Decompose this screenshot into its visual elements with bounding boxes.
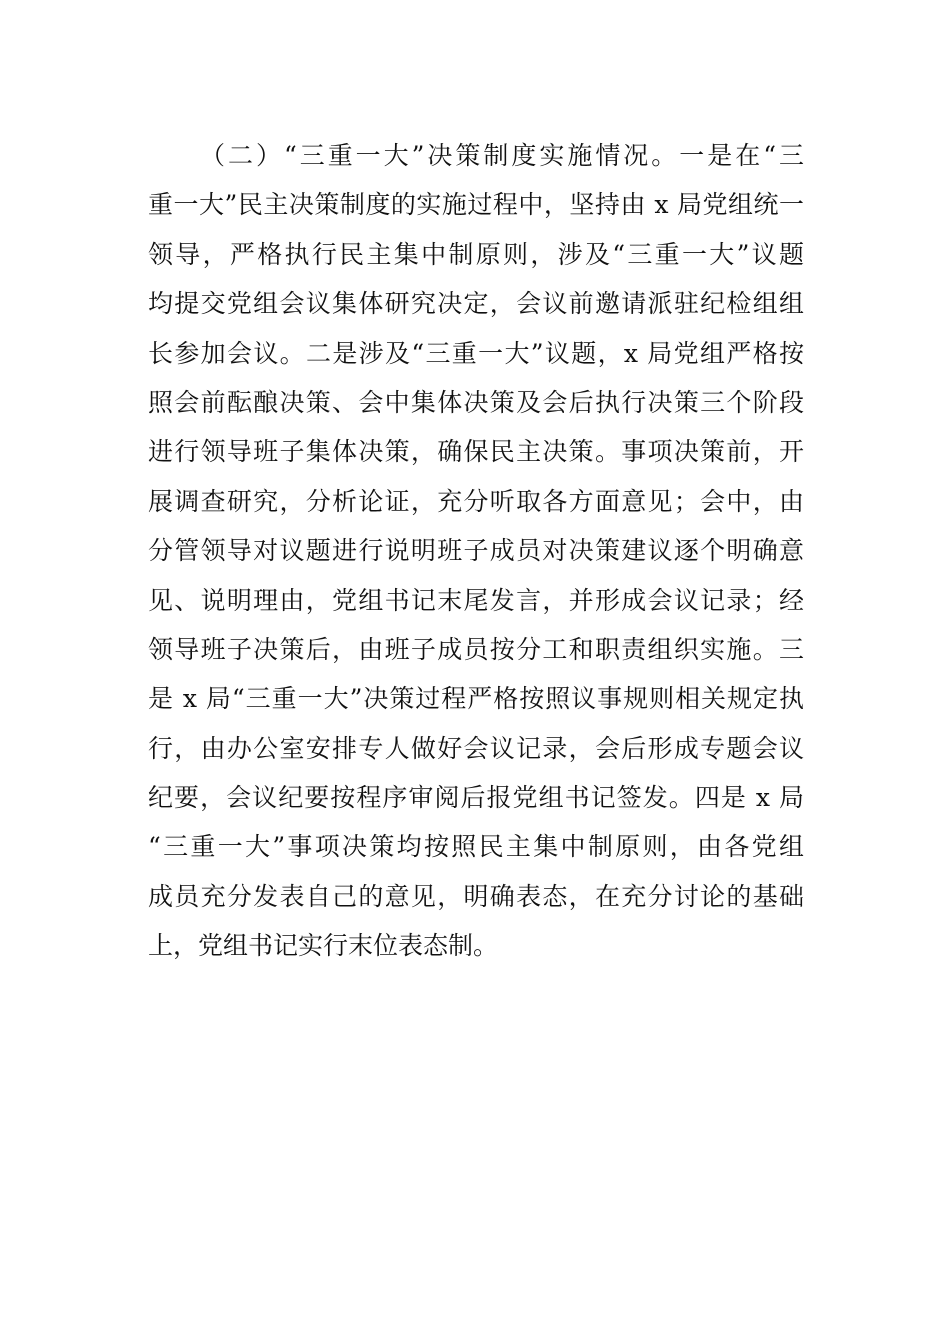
paragraph-line: 领导班子决策后，由班子成员按分工和职责组织实施。三 <box>148 634 804 664</box>
paragraph-line: 长参加会议。二是涉及“三重一大”议题，x 局党组严格按 <box>148 338 804 368</box>
body-paragraph <box>148 131 804 971</box>
paragraph-line: 纪要，会议纪要按程序审阅后报党组书记签发。四是 x 局 <box>148 783 804 813</box>
paragraph-line: 分管领导对议题进行说明班子成员对决策建议逐个明确意 <box>148 536 804 566</box>
paragraph-line: （二）“三重一大”决策制度实施情况。一是在“三 <box>200 141 804 170</box>
paragraph-line: 展调查研究，分析论证，充分听取各方面意见；会中，由 <box>148 486 804 516</box>
paragraph-line: 行，由办公室安排专人做好会议记录，会后形成专题会议 <box>148 733 804 763</box>
paragraph-line: 成员充分发表自己的意见，明确表态，在充分讨论的基础 <box>148 881 804 911</box>
paragraph-line: 上，党组书记实行末位表态制。 <box>148 931 499 961</box>
paragraph-line: 进行领导班子集体决策，确保民主决策。事项决策前，开 <box>148 437 804 467</box>
paragraph-line: 领导，严格执行民主集中制原则，涉及“三重一大”议题 <box>148 239 804 269</box>
paragraph-line: 照会前酝酿决策、会中集体决策及会后执行决策三个阶段 <box>148 387 804 417</box>
paragraph-line: 见、说明理由，党组书记末尾发言，并形成会议记录；经 <box>148 585 804 615</box>
paragraph-line: “三重一大”事项决策均按照民主集中制原则，由各党组 <box>148 832 804 862</box>
paragraph-line: 重一大”民主决策制度的实施过程中，坚持由 x 局党组统一 <box>148 190 804 220</box>
paragraph-line: 均提交党组会议集体研究决定，会议前邀请派驻纪检组组 <box>148 289 804 319</box>
paragraph-line: 是 x 局“三重一大”决策过程严格按照议事规则相关规定执 <box>148 684 804 714</box>
